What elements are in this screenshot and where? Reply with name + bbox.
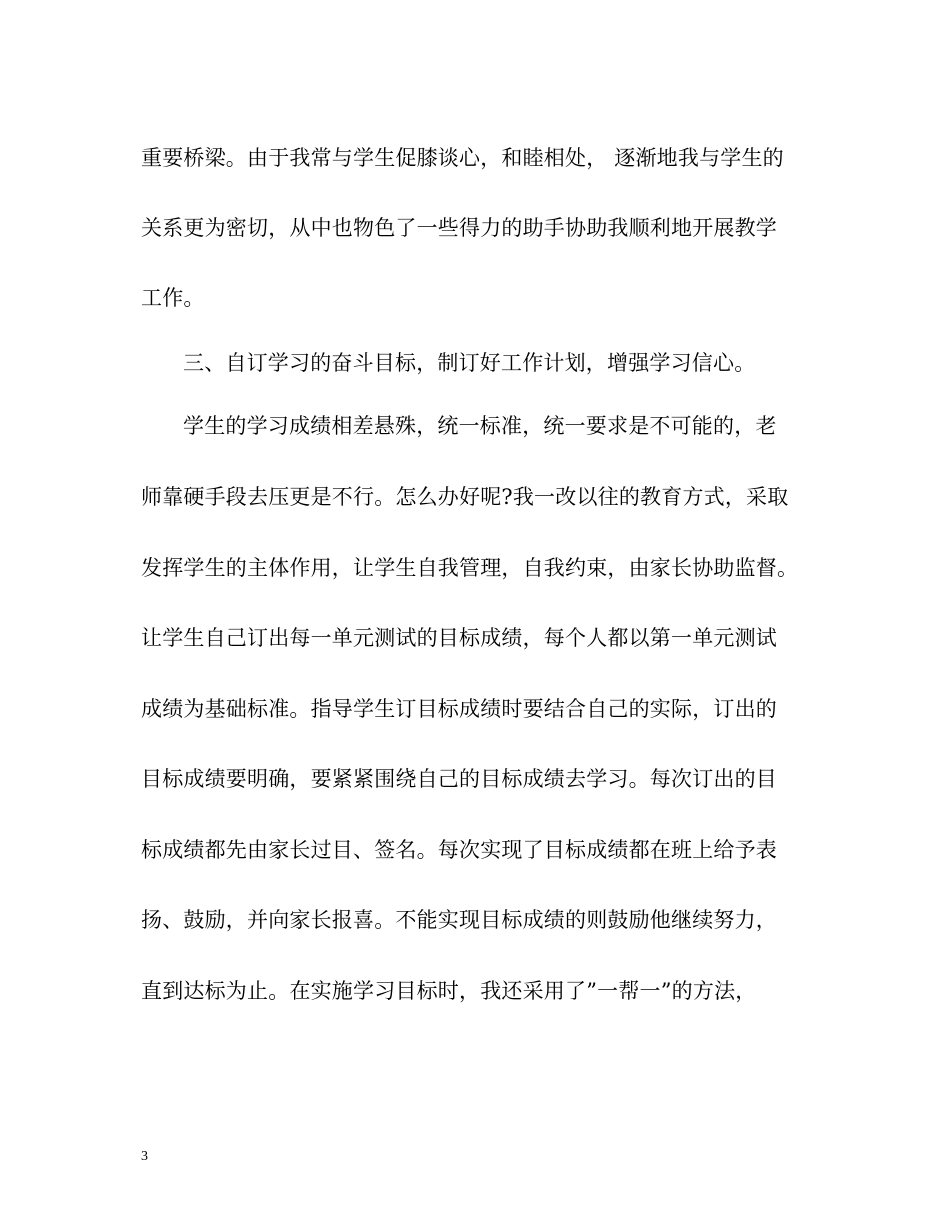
body-text-line: 让学生自己订出每一单元测试的目标成绩，每个人都以第一单元测试 (141, 626, 777, 650)
body-text-line: 目标成绩要明确，要紧紧围绕自己的目标成绩去学习。每次订出的目 (141, 767, 777, 791)
body-text-line: 直到达标为止。在实施学习目标时，我还采用了”一帮一”的方法， (141, 979, 757, 1003)
body-text-line: 关系更为密切，从中也物色了一些得力的助手协助我顺利地开展教学 (141, 216, 777, 240)
body-text-line: 扬、鼓励，并向家长报喜。不能实现目标成绩的则鼓励他继续努力， (141, 908, 777, 932)
body-text-line: 标成绩都先由家长过目、签名。每次实现了目标成绩都在班上给予表 (141, 838, 777, 862)
page-number: 3 (141, 1149, 148, 1164)
body-text-line: 发挥学生的主体作用，让学生自我管理，自我约束，由家长协助监督。 (141, 556, 799, 580)
body-text-line: 师靠硬手段去压更是不行。怎么办好呢?我一改以往的教育方式，采取 (141, 485, 789, 509)
body-text-line: 工作。 (141, 286, 205, 310)
section-heading: 三、自订学习的奋斗目标，制订好工作计划，增强学习信心。 (183, 351, 756, 375)
body-text-line: 重要桥梁。由于我常与学生促膝谈心，和睦相处， 逐渐地我与学生的 (141, 146, 784, 170)
body-text-line: 学生的学习成绩相差悬殊，统一标准，统一要求是不可能的，老 (183, 414, 777, 438)
body-text-line: 成绩为基础标准。指导学生订目标成绩时要结合自己的实际，订出的 (141, 697, 777, 721)
